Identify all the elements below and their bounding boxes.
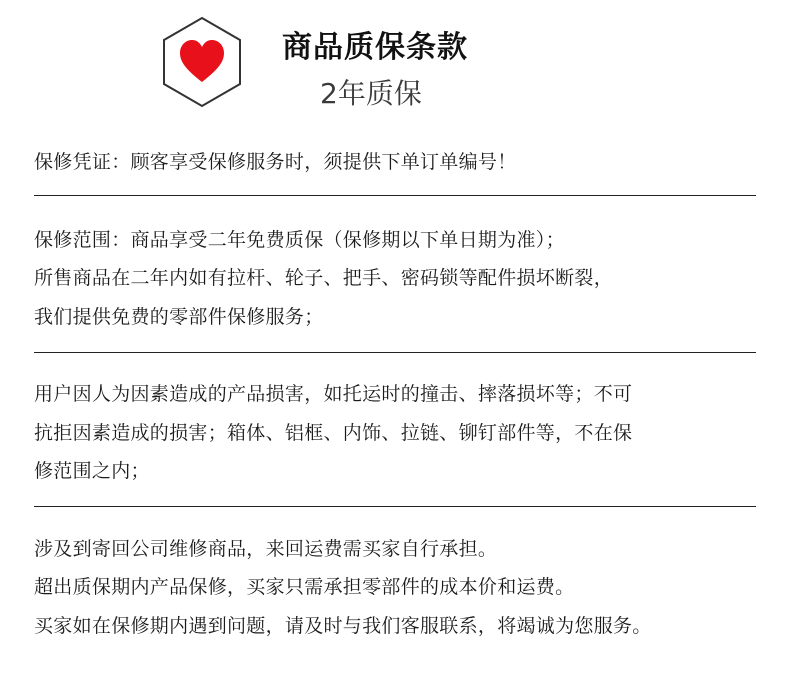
section-4-line-1: 涉及到寄回公司维修商品，来回运费需买家自行承担。 <box>34 538 498 560</box>
page-title: 商品质保条款 <box>282 30 468 65</box>
section-3-line-2: 抗拒因素造成的损害；箱体、铝框、内饰、拉链、铆钉部件等，不在保 <box>34 422 633 444</box>
header <box>0 0 790 120</box>
section-4-line-2: 超出质保期内产品保修，买家只需承担零部件的成本价和运费。 <box>34 576 575 598</box>
section-2-line-1: 保修范围：商品享受二年免费质保（保修期以下单日期为准）； <box>34 229 565 251</box>
section-1-line-1: 保修凭证：顾客享受保修服务时，须提供下单订单编号！ <box>34 151 517 173</box>
page-subtitle: 2年质保 <box>320 77 422 110</box>
divider <box>34 506 756 507</box>
divider <box>34 195 756 196</box>
section-2-line-3: 我们提供免费的零部件保修服务； <box>34 306 324 328</box>
section-2-line-2: 所售商品在二年内如有拉杆、轮子、把手、密码锁等配件损坏断裂， <box>34 267 614 289</box>
section-4-line-3: 买家如在保修期内遇到问题，请及时与我们客服联系，将竭诚为您服务。 <box>34 615 652 637</box>
section-3-line-3: 修范围之内； <box>34 460 150 482</box>
heart-icon <box>162 16 242 108</box>
divider <box>34 352 756 353</box>
section-3-line-1: 用户因人为因素造成的产品损害，如托运时的撞击、摔落损坏等；不可 <box>34 383 633 405</box>
